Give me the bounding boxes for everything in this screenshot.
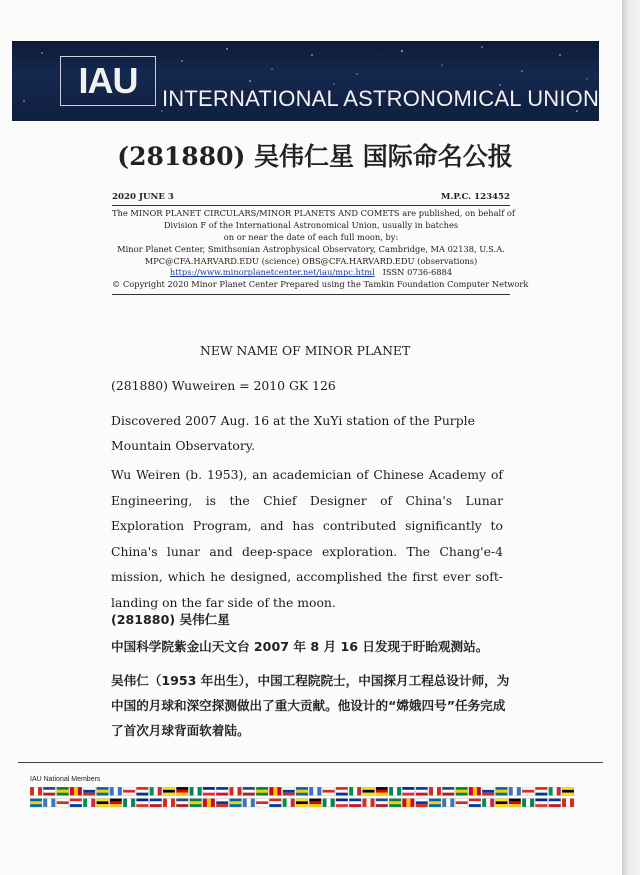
- mpc-url-link[interactable]: https://www.minorplanetcenter.net/iau/mpc.html: [169, 267, 375, 278]
- chinese-citation: 吴伟仁（1953 年出生），中国工程院院士，中国探月工程总设计师，为中国的月球和深空探测做出了重大贡献。他设计的“嫦娥四号”任务完成了首次月球背面软着陆。: [111, 673, 510, 738]
- info-line: MPC@CFA.HARVARD.EDU (science) OBS@CFA.HARVARD.EDU (observations): [144, 255, 478, 266]
- chinese-designation: (281880) 吴伟仁星: [111, 612, 230, 627]
- info-line: The MINOR PLANET CIRCULARS/MINOR PLANETS AND COMETS are published, on behalf of: [112, 207, 515, 218]
- mpc-number: M.P.C. 123452: [440, 192, 510, 202]
- iau-logo: IAU: [78, 60, 138, 101]
- banner-title: INTERNATIONAL ASTRONOMICAL UNION: [162, 86, 599, 111]
- english-discovery: Discovered 2007 Aug. 16 at the XuYi station of the Purple Mountain Observatory.: [111, 413, 475, 453]
- page-title: (281880) 吴伟仁星 国际命名公报: [117, 142, 513, 171]
- national-flags-strip: [30, 787, 576, 810]
- circular-date: 2020 JUNE 3: [112, 192, 174, 202]
- english-designation: (281880) Wuweiren = 2010 GK 126: [111, 378, 336, 393]
- issn: ISSN 0736-6884: [382, 267, 453, 278]
- circular-header-top: [112, 192, 510, 206]
- circular-info: [112, 206, 529, 295]
- circular-header: [112, 192, 529, 295]
- chinese-discovery: 中国科学院紫金山天文台 2007 年 8 月 16 日发现于盱眙观测站。: [111, 639, 489, 654]
- info-line: on or near the date of each full moon, by:: [223, 231, 399, 242]
- page-edge: [622, 0, 640, 875]
- copyright-line: © Copyright 2020 Minor Planet Center Prepared using the Tamkin Foundation Computer Network: [112, 279, 529, 290]
- url-issn-line: [112, 267, 510, 279]
- english-citation: Wu Weiren (b. 1953), an academician of Chinese Academy of Engineering, is the Chief Designer of China's Lunar Exploration Program, and has contributed significantly to China's lunar and deep-space exploration. The Chang'e-4 mission, which he designed, accomplished the first ever soft-landing on the far side of the moon.: [111, 467, 503, 610]
- footer-divider: [18, 762, 603, 763]
- info-line: Division F of the International Astronomical Union, usually in batches: [163, 219, 459, 230]
- footer-label: IAU National Members: [30, 776, 101, 783]
- iau-banner: [12, 41, 599, 121]
- info-line: Minor Planet Center, Smithsonian Astrophysical Observatory, Cambridge, MA 02138, U.S.A.: [117, 243, 505, 254]
- section-title: NEW NAME OF MINOR PLANET: [200, 343, 411, 358]
